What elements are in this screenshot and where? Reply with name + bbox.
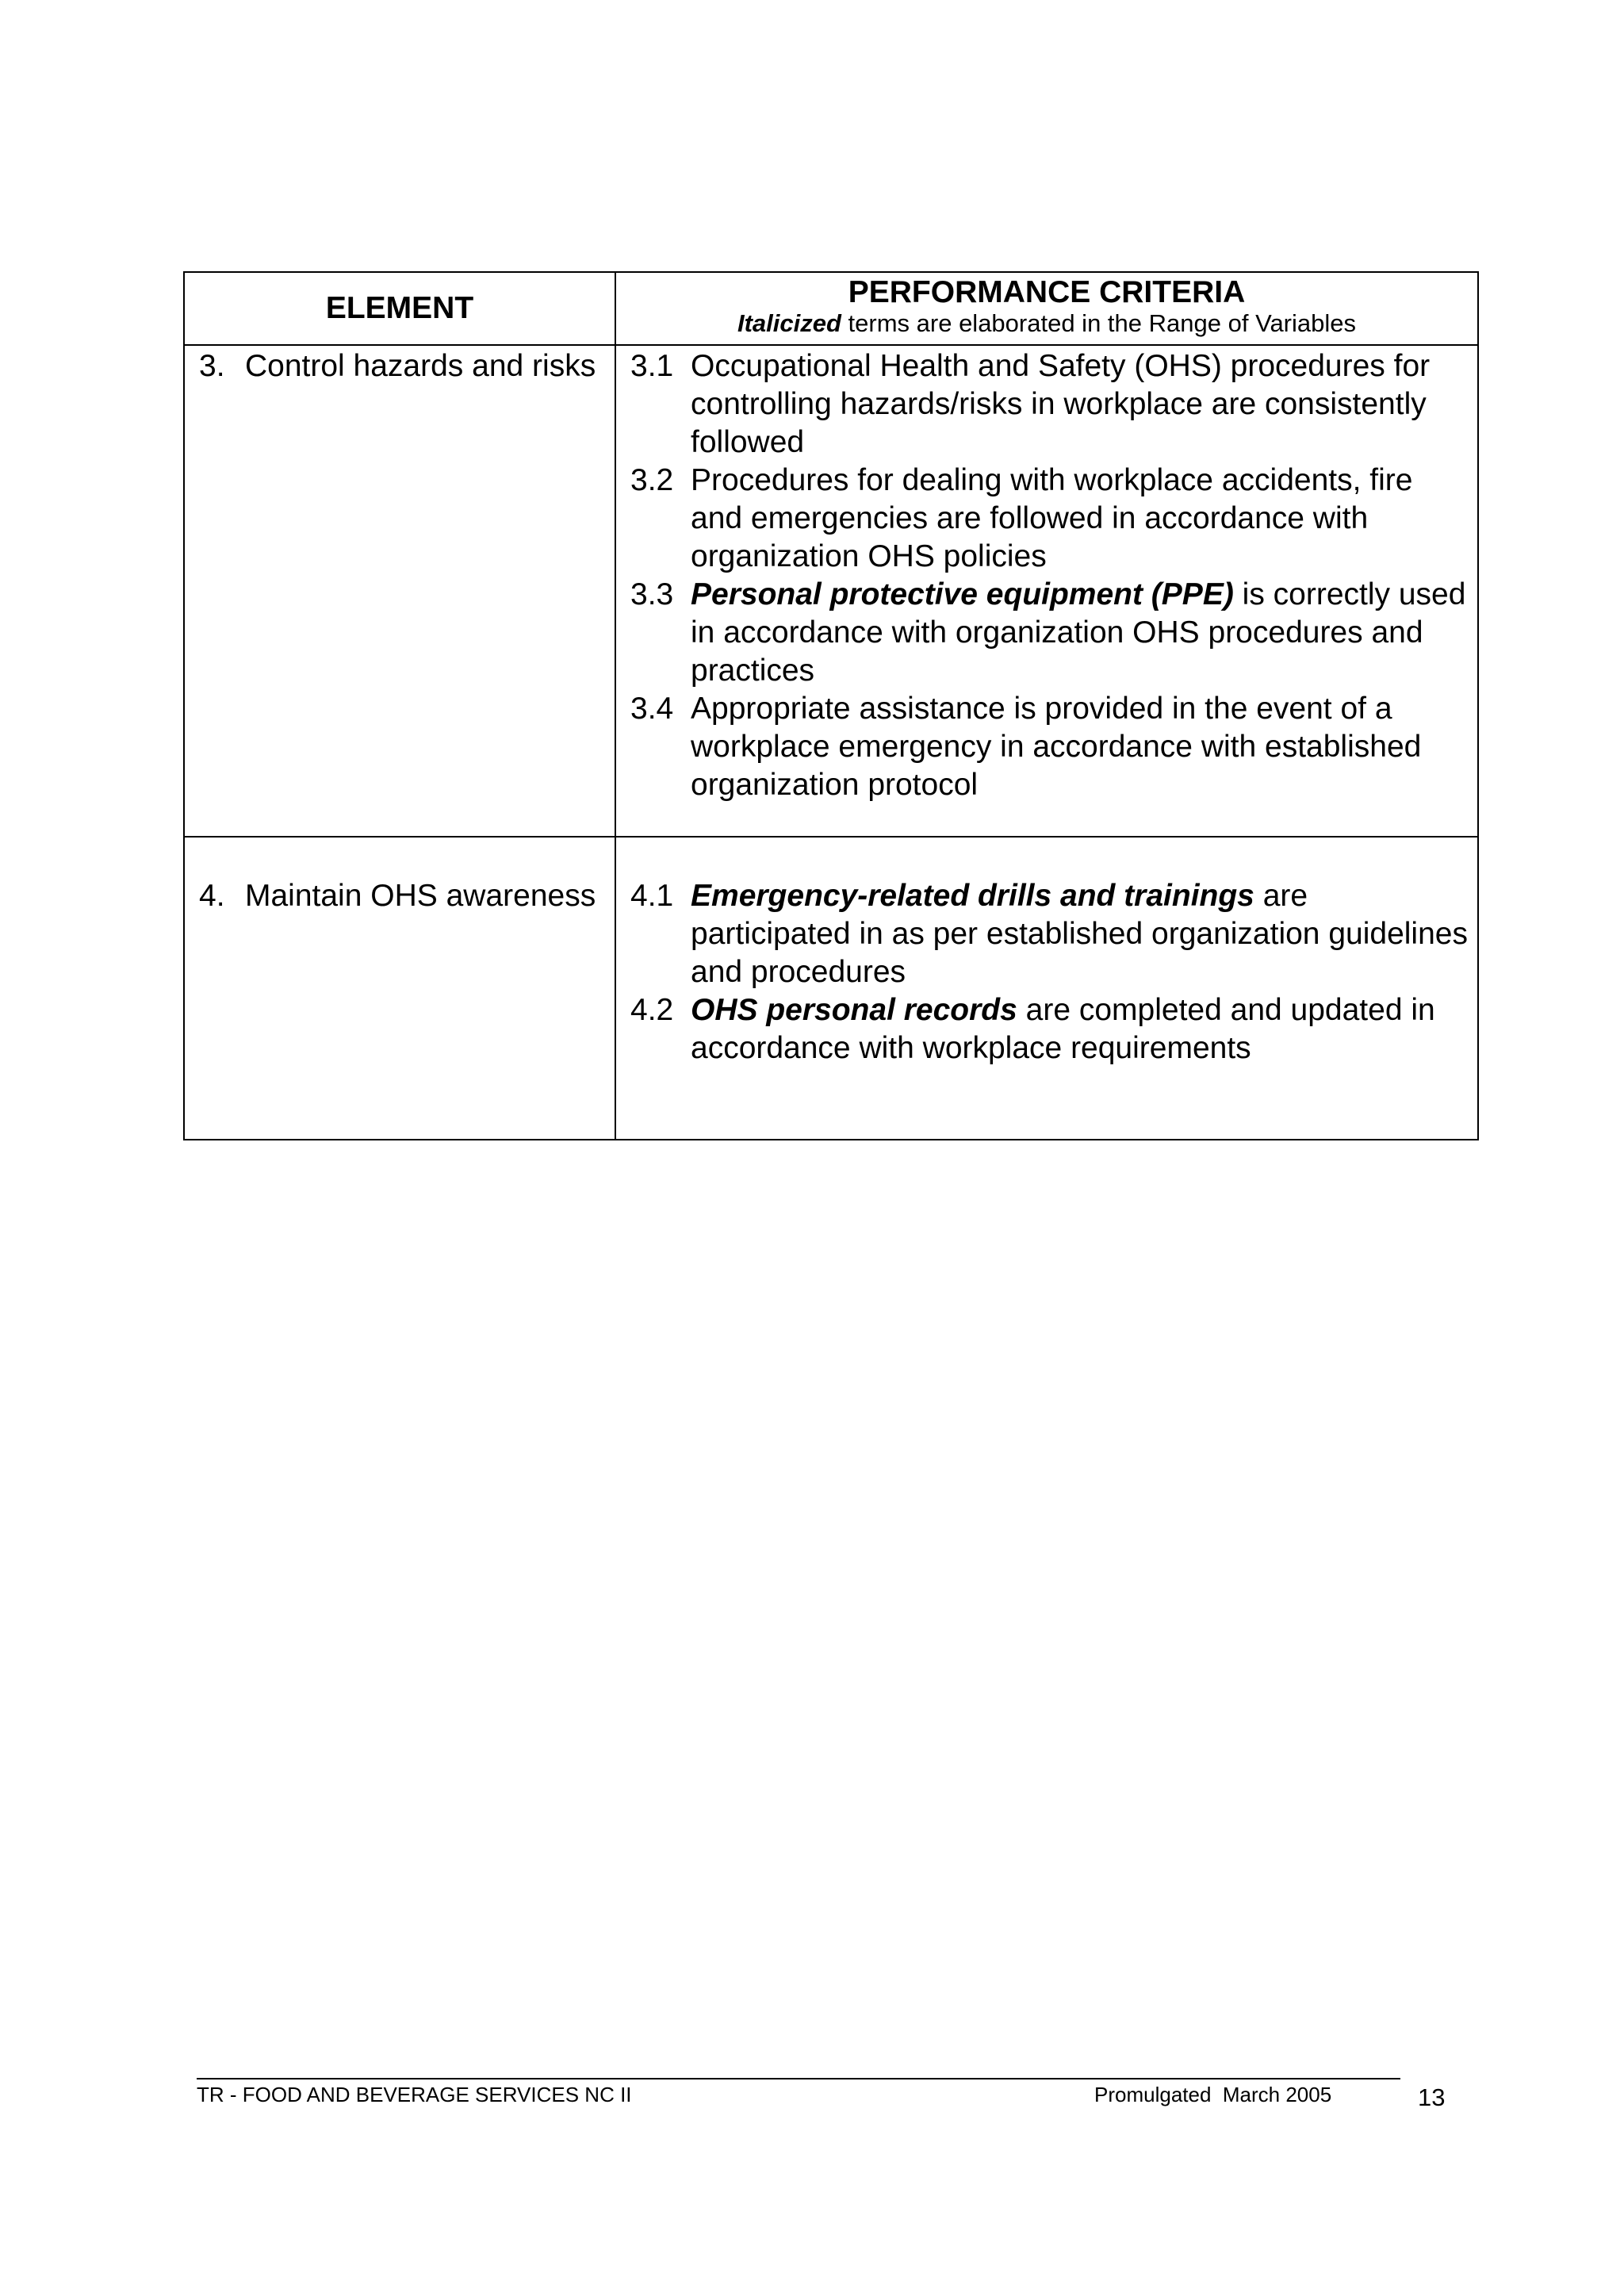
criteria-number: 3.1 xyxy=(630,349,674,383)
footer-promulgation-date: Promulgated March 2005 xyxy=(1094,2083,1332,2106)
criteria-text xyxy=(691,347,1468,462)
criteria-text xyxy=(691,991,1468,1068)
criteria-item xyxy=(630,877,1468,991)
element-text: Maintain OHS awareness xyxy=(245,879,596,913)
element-item xyxy=(199,347,607,385)
criteria-text-post: are participated in as per established organization guidelines and procedures xyxy=(691,879,1468,989)
criteria-number: 3.4 xyxy=(630,692,674,726)
criteria-text-pre: Procedures for dealing with workplace accidents, fire and emergencies are followed in accordance with organization OHS policies xyxy=(691,463,1413,573)
table-row xyxy=(184,345,1478,837)
criteria-number: 3.2 xyxy=(630,463,674,497)
competency-table xyxy=(183,271,1479,1140)
element-number: 3. xyxy=(199,349,225,383)
page-number: 13 xyxy=(1418,2083,1446,2111)
criteria-text xyxy=(691,690,1468,804)
criteria-item xyxy=(630,576,1468,690)
criteria-cell xyxy=(615,345,1478,837)
table-row xyxy=(184,837,1478,1140)
element-header: ELEMENT xyxy=(184,272,615,345)
criteria-term: OHS personal records xyxy=(691,993,1017,1027)
criteria-text xyxy=(691,877,1468,991)
criteria-text-pre: Appropriate assistance is provided in the event of a workplace emergency in accordance with established organization protocol xyxy=(691,692,1422,802)
criteria-text-post: are completed and updated in accordance with workplace requirements xyxy=(691,993,1435,1065)
criteria-header-note xyxy=(616,309,1477,338)
table-header-row xyxy=(184,272,1478,345)
criteria-cell xyxy=(615,837,1478,1140)
element-item xyxy=(199,877,607,915)
criteria-term: Personal protective equipment (PPE) xyxy=(691,577,1234,611)
criteria-text-post: is correctly used in accordance with organization OHS procedures and practices xyxy=(691,577,1466,688)
criteria-text xyxy=(691,462,1468,576)
criteria-header-note-emphasis: Italicized xyxy=(737,309,841,337)
criteria-item xyxy=(630,462,1468,576)
criteria-item xyxy=(630,690,1468,804)
criteria-text xyxy=(691,576,1468,690)
element-text: Control hazards and risks xyxy=(245,349,596,383)
element-cell xyxy=(184,345,615,837)
element-number: 4. xyxy=(199,879,225,913)
criteria-item xyxy=(630,347,1468,462)
criteria-item xyxy=(630,991,1468,1068)
criteria-number: 4.1 xyxy=(630,879,674,913)
criteria-header-note-rest: terms are elaborated in the Range of Variables xyxy=(841,309,1356,337)
criteria-term: Emergency-related drills and trainings xyxy=(691,879,1254,913)
criteria-number: 4.2 xyxy=(630,993,674,1027)
criteria-header xyxy=(615,272,1478,345)
footer-document-title: TR - FOOD AND BEVERAGE SERVICES NC II xyxy=(197,2083,632,2106)
footer-divider xyxy=(197,2078,1400,2079)
criteria-text-pre: Occupational Health and Safety (OHS) procedures for controlling hazards/risks in workplace are consistently followed xyxy=(691,349,1431,459)
criteria-header-title: PERFORMANCE CRITERIA xyxy=(848,275,1246,309)
element-cell xyxy=(184,837,615,1140)
criteria-number: 3.3 xyxy=(630,577,674,611)
